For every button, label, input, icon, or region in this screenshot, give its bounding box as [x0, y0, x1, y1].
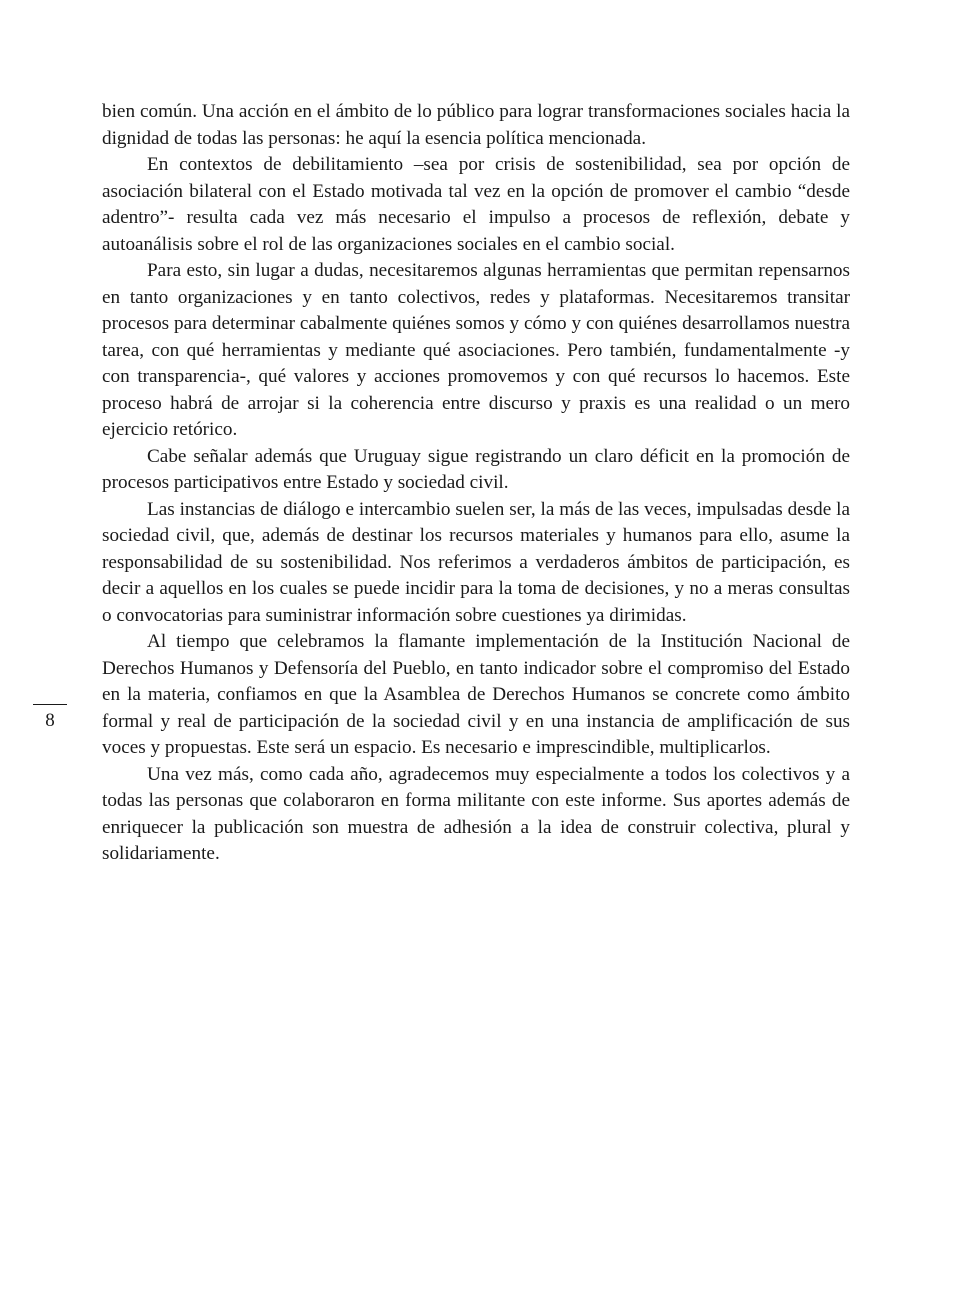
paragraph: Una vez más, como cada año, agradecemos muy especialmente a todos los colectivos y a todas las personas que colaboraron en forma militante con este informe. Sus aportes además de enriquecer la publicación son muestra de adhesión a la idea de construir colectiva, plural y solidariamente. — [102, 763, 850, 864]
page-number: 8 — [45, 710, 55, 731]
paragraph-continuation: bien común. Una acción en el ámbito de lo público para lograr transformaciones sociales hacia la dignidad de todas las personas: he aquí la esencia política mencionada. — [102, 101, 850, 149]
paragraph: Para esto, sin lugar a dudas, necesitaremos algunas herramientas que permitan repensarnos en tanto organizaciones y en tanto colectivos, redes y plataformas. Necesitaremos transitar procesos para determinar cabalmente quiénes somos y cómo y con quiénes desarrollamos nuestra tarea, con qué herramientas y mediante qué asociaciones. Pero también, fundamentalmente -y con transparencia-, qué valores y acciones promovemos y con qué recursos lo hacemos. Este proceso habrá de arrojar si la coherencia entre discurso y praxis es una realidad o un mero ejercicio retórico. — [102, 260, 850, 440]
paragraph: Las instancias de diálogo e intercambio suelen ser, la más de las veces, impulsadas desde la sociedad civil, que, además de destinar los recursos materiales y humanos para ello, asume la responsabilidad de su sostenibilidad. Nos referimos a verdaderos ámbitos de participación, es decir a aquellos en los cuales se puede incidir para la toma de decisiones, y no a meras consultas o convocatorias para suministrar información sobre cuestiones ya dirimidas. — [102, 498, 850, 626]
body-text — [102, 99, 850, 868]
paragraph: En contextos de debilitamiento –sea por crisis de sostenibilidad, sea por opción de asociación bilateral con el Estado motivada tal vez en la opción de promover el cambio “desde adentro”- resulta cada vez más necesario el impulso a procesos de reflexión, debate y autoanálisis sobre el rol de las organizaciones sociales en el cambio social. — [102, 154, 850, 255]
paragraph: Al tiempo que celebramos la flamante implementación de la Institución Nacional de Derechos Humanos y Defensoría del Pueblo, en tanto indicador sobre el compromiso del Estado en la materia, confiamos en que la Asamblea de Derechos Humanos se concrete como ámbito formal y real de participación de la sociedad civil y en una instancia de amplificación de sus voces y propuestas. Este será un espacio. Es necesario e imprescindible, multiplicarlos. — [102, 631, 850, 758]
page-number-rule — [33, 704, 67, 705]
paragraph: Cabe señalar además que Uruguay sigue registrando un claro déficit en la promoción de procesos participativos entre Estado y sociedad civil. — [102, 445, 850, 493]
